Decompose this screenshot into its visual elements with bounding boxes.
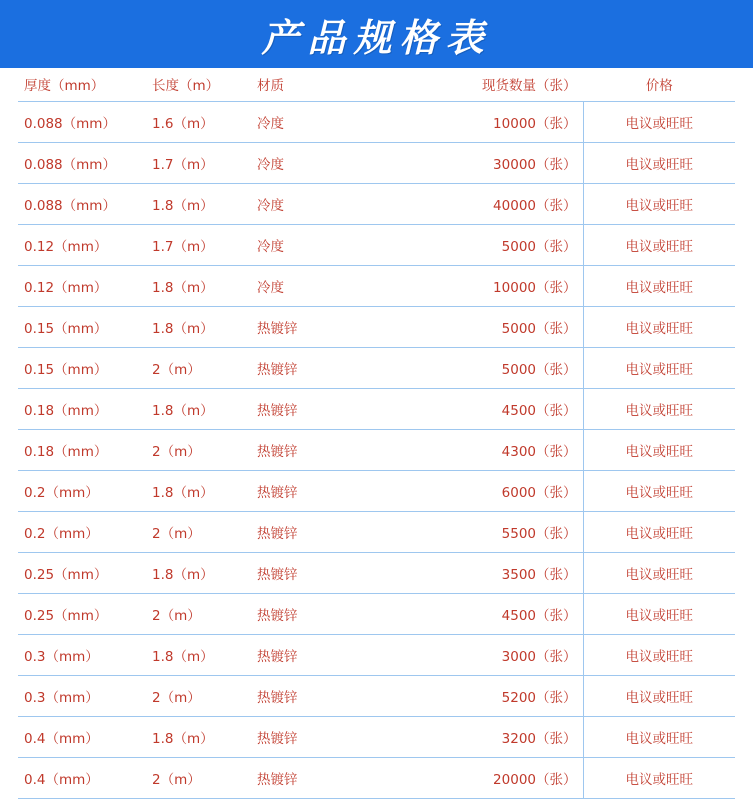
cell-thickness: 0.25（mm） (18, 594, 146, 635)
cell-stock: 20000（张） (323, 758, 583, 799)
table-header (18, 68, 735, 102)
table-row (18, 635, 735, 676)
cell-price[interactable]: 电议或旺旺 (583, 143, 735, 184)
cell-length: 1.7（m） (146, 143, 251, 184)
page-title: 产品规格表 (261, 14, 492, 60)
cell-price[interactable]: 电议或旺旺 (583, 389, 735, 430)
cell-thickness: 0.088（mm） (18, 143, 146, 184)
cell-stock: 4500（张） (323, 594, 583, 635)
table-row (18, 594, 735, 635)
cell-length: 1.8（m） (146, 717, 251, 758)
cell-thickness: 0.2（mm） (18, 471, 146, 512)
cell-thickness: 0.4（mm） (18, 758, 146, 799)
cell-thickness: 0.15（mm） (18, 307, 146, 348)
column-header-material: 材质 (251, 68, 323, 102)
cell-material: 冷度 (251, 184, 323, 225)
column-header-stock: 现货数量（张） (323, 68, 583, 102)
cell-price[interactable]: 电议或旺旺 (583, 676, 735, 717)
cell-price[interactable]: 电议或旺旺 (583, 635, 735, 676)
cell-thickness: 0.12（mm） (18, 266, 146, 307)
cell-material: 热镀锌 (251, 758, 323, 799)
table-row (18, 512, 735, 553)
cell-length: 1.8（m） (146, 389, 251, 430)
cell-thickness: 0.088（mm） (18, 102, 146, 143)
cell-stock: 3200（张） (323, 717, 583, 758)
table-row (18, 430, 735, 471)
spec-table (18, 68, 735, 799)
cell-stock: 40000（张） (323, 184, 583, 225)
cell-material: 热镀锌 (251, 553, 323, 594)
cell-price[interactable]: 电议或旺旺 (583, 225, 735, 266)
cell-stock: 5000（张） (323, 225, 583, 266)
table-row (18, 184, 735, 225)
cell-thickness: 0.4（mm） (18, 717, 146, 758)
table-row (18, 102, 735, 143)
cell-length: 1.8（m） (146, 553, 251, 594)
table-row (18, 348, 735, 389)
cell-material: 热镀锌 (251, 307, 323, 348)
cell-thickness: 0.15（mm） (18, 348, 146, 389)
table-row (18, 471, 735, 512)
cell-price[interactable]: 电议或旺旺 (583, 102, 735, 143)
cell-stock: 5000（张） (323, 348, 583, 389)
page-banner (0, 0, 753, 68)
table-row (18, 225, 735, 266)
cell-material: 冷度 (251, 102, 323, 143)
cell-stock: 5000（张） (323, 307, 583, 348)
cell-material: 热镀锌 (251, 635, 323, 676)
table-header-row (18, 68, 735, 102)
cell-stock: 30000（张） (323, 143, 583, 184)
cell-length: 1.8（m） (146, 307, 251, 348)
cell-material: 热镀锌 (251, 389, 323, 430)
cell-thickness: 0.18（mm） (18, 389, 146, 430)
cell-length: 1.6（m） (146, 102, 251, 143)
cell-material: 热镀锌 (251, 348, 323, 389)
table-row (18, 758, 735, 799)
cell-thickness: 0.3（mm） (18, 676, 146, 717)
table-row (18, 143, 735, 184)
cell-thickness: 0.25（mm） (18, 553, 146, 594)
cell-price[interactable]: 电议或旺旺 (583, 348, 735, 389)
cell-price[interactable]: 电议或旺旺 (583, 758, 735, 799)
cell-length: 1.8（m） (146, 266, 251, 307)
cell-stock: 6000（张） (323, 471, 583, 512)
spec-table-container (0, 68, 753, 799)
table-row (18, 266, 735, 307)
cell-length: 1.7（m） (146, 225, 251, 266)
cell-length: 1.8（m） (146, 635, 251, 676)
cell-length: 2（m） (146, 594, 251, 635)
cell-material: 热镀锌 (251, 717, 323, 758)
cell-length: 2（m） (146, 758, 251, 799)
cell-length: 2（m） (146, 512, 251, 553)
cell-stock: 10000（张） (323, 102, 583, 143)
cell-price[interactable]: 电议或旺旺 (583, 430, 735, 471)
cell-price[interactable]: 电议或旺旺 (583, 594, 735, 635)
cell-length: 1.8（m） (146, 471, 251, 512)
cell-thickness: 0.12（mm） (18, 225, 146, 266)
cell-price[interactable]: 电议或旺旺 (583, 512, 735, 553)
cell-price[interactable]: 电议或旺旺 (583, 717, 735, 758)
table-row (18, 307, 735, 348)
cell-price[interactable]: 电议或旺旺 (583, 266, 735, 307)
cell-material: 冷度 (251, 143, 323, 184)
cell-material: 热镀锌 (251, 594, 323, 635)
cell-length: 1.8（m） (146, 184, 251, 225)
cell-material: 冷度 (251, 266, 323, 307)
cell-price[interactable]: 电议或旺旺 (583, 471, 735, 512)
table-row (18, 717, 735, 758)
cell-price[interactable]: 电议或旺旺 (583, 184, 735, 225)
cell-stock: 3500（张） (323, 553, 583, 594)
cell-stock: 4300（张） (323, 430, 583, 471)
cell-material: 热镀锌 (251, 430, 323, 471)
cell-thickness: 0.2（mm） (18, 512, 146, 553)
table-body (18, 102, 735, 799)
cell-thickness: 0.3（mm） (18, 635, 146, 676)
cell-price[interactable]: 电议或旺旺 (583, 307, 735, 348)
column-header-thickness: 厚度（mm） (18, 68, 146, 102)
cell-stock: 10000（张） (323, 266, 583, 307)
cell-stock: 3000（张） (323, 635, 583, 676)
cell-stock: 4500（张） (323, 389, 583, 430)
cell-length: 2（m） (146, 676, 251, 717)
cell-thickness: 0.18（mm） (18, 430, 146, 471)
table-row (18, 389, 735, 430)
table-row (18, 676, 735, 717)
cell-length: 2（m） (146, 348, 251, 389)
cell-stock: 5500（张） (323, 512, 583, 553)
cell-stock: 5200（张） (323, 676, 583, 717)
cell-material: 冷度 (251, 225, 323, 266)
cell-material: 热镀锌 (251, 676, 323, 717)
cell-material: 热镀锌 (251, 471, 323, 512)
cell-length: 2（m） (146, 430, 251, 471)
column-header-length: 长度（m） (146, 68, 251, 102)
cell-price[interactable]: 电议或旺旺 (583, 553, 735, 594)
table-row (18, 553, 735, 594)
cell-material: 热镀锌 (251, 512, 323, 553)
column-header-price: 价格 (583, 68, 735, 102)
cell-thickness: 0.088（mm） (18, 184, 146, 225)
